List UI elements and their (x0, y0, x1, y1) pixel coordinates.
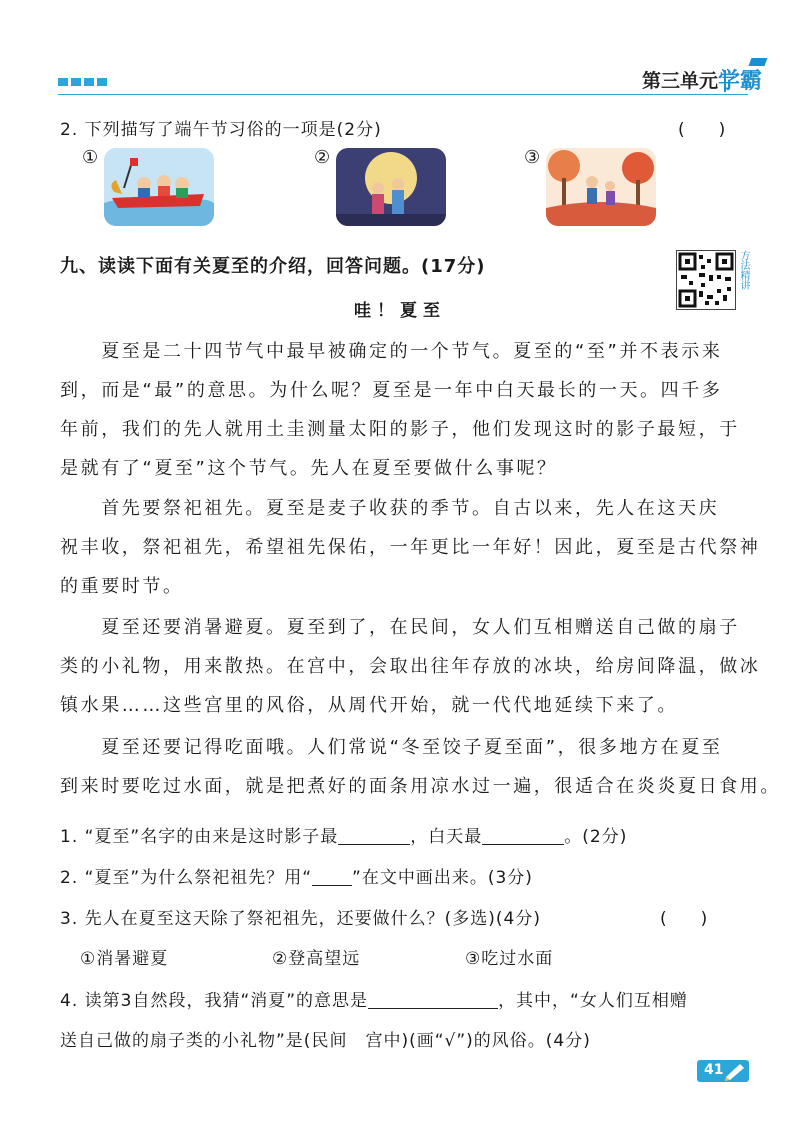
text-line: 夏至是二十四节气中最早被确定的一个节气。夏至的“至”并不表示来 (60, 341, 723, 362)
text-line: 到来时要吃过水面，就是把煮好的面条用凉水过一遍，很适合在炎炎夏日食用。 (60, 776, 781, 797)
choice-2[interactable]: ②登高望远 (272, 949, 361, 969)
text-line: 首先要祭祀祖先。夏至是麦子收获的季节。自古以来，先人在这天庆 (60, 498, 720, 519)
text-line: 夏至还要记得吃面哦。人们常说“冬至饺子夏至面”，很多地方在夏至 (60, 737, 723, 758)
paragraph-3 (60, 608, 761, 725)
option-number: ② (314, 147, 331, 168)
question-text: ”在文中画出来。(3分) (352, 868, 533, 888)
question-3: 3. 先人在夏至这天除了祭祀祖先，还要做什么？(多选)(4分) (60, 909, 541, 929)
paragraph-1 (60, 332, 750, 488)
section-title: 九、读读下面有关夏至的介绍，回答问题。(17分) (60, 256, 486, 277)
question-text: 4. 读第3自然段，我猜“消夏”的意思是 (60, 991, 369, 1011)
answer-paren[interactable]: ( ) (678, 120, 726, 140)
question-2 (60, 863, 533, 888)
option-2[interactable] (314, 148, 446, 226)
header-decoration (58, 78, 107, 86)
text-line: 到，而是“最”的意思。为什么呢？夏至是一年中白天最长的一天。四千多 (60, 380, 723, 401)
answer-blank[interactable] (482, 826, 564, 845)
option-number: ① (82, 147, 99, 168)
dragon-boat-illustration (104, 148, 214, 226)
question-text: ，其中，“女人们互相赠 (498, 991, 688, 1011)
article-title: 哇！夏至 (354, 301, 446, 321)
question-text: 2. “夏至”为什么祭祀祖先？用“ (60, 868, 313, 888)
qr-label: 方法精讲 (738, 250, 749, 290)
option-1[interactable] (82, 148, 214, 226)
question-text: ，白天最 (410, 827, 483, 847)
answer-blank[interactable] (338, 826, 410, 845)
header-rule (58, 94, 748, 95)
page-number: 41 (704, 1062, 724, 1078)
brand-logo: 学霸 (717, 69, 762, 94)
question-2-text: 2. 下列描写了端午节习俗的一项是(2分) (60, 120, 382, 140)
answer-paren[interactable]: ( ) (660, 909, 708, 929)
choice-1[interactable]: ①消暑避夏 (80, 949, 169, 969)
choice-3[interactable]: ③吃过水面 (465, 949, 554, 969)
underline-sample (312, 867, 352, 886)
option-3[interactable] (524, 148, 656, 226)
option-number: ③ (524, 147, 541, 168)
question-4-cont: 送自己做的扇子类的小礼物”是(民间 宫中)(画“√”)的风俗。(4分) (60, 1031, 591, 1051)
text-line: 年前，我们的先人就用土圭测量太阳的影子，他们发现这时的影子最短，于 (60, 419, 740, 440)
moon-family-illustration (336, 148, 446, 226)
unit-label: 第三单元 (641, 70, 718, 92)
question-text: 1. “夏至”名字的由来是这时影子最 (60, 827, 339, 847)
pencil-icon (722, 1061, 748, 1081)
text-line: 祝丰收，祭祀祖先，希望祖先保佑，一年更比一年好！因此，夏至是古代祭神 (60, 537, 761, 558)
text-line: 镇水果……这些宫里的风俗，从周代开始，就一代代地延续下来了。 (60, 695, 678, 716)
question-4 (60, 986, 688, 1011)
answer-blank[interactable] (368, 990, 498, 1009)
text-line: 夏至还要消暑避夏。夏至到了，在民间，女人们互相赠送自己做的扇子 (60, 617, 740, 638)
text-line: 是就有了“夏至”这个节气。先人在夏至要做什么事呢？ (60, 458, 558, 479)
text-line: 的重要时节。 (60, 576, 184, 597)
text-line: 类的小礼物，用来散热。在宫中，会取出往年存放的冰块，给房间降温，做冰 (60, 656, 761, 677)
question-text: 。(2分) (564, 827, 628, 847)
graduation-cap-icon (749, 58, 768, 66)
paragraph-4 (60, 728, 781, 806)
paragraph-2 (60, 489, 761, 606)
question-1 (60, 822, 627, 847)
hiking-autumn-illustration (546, 148, 656, 226)
